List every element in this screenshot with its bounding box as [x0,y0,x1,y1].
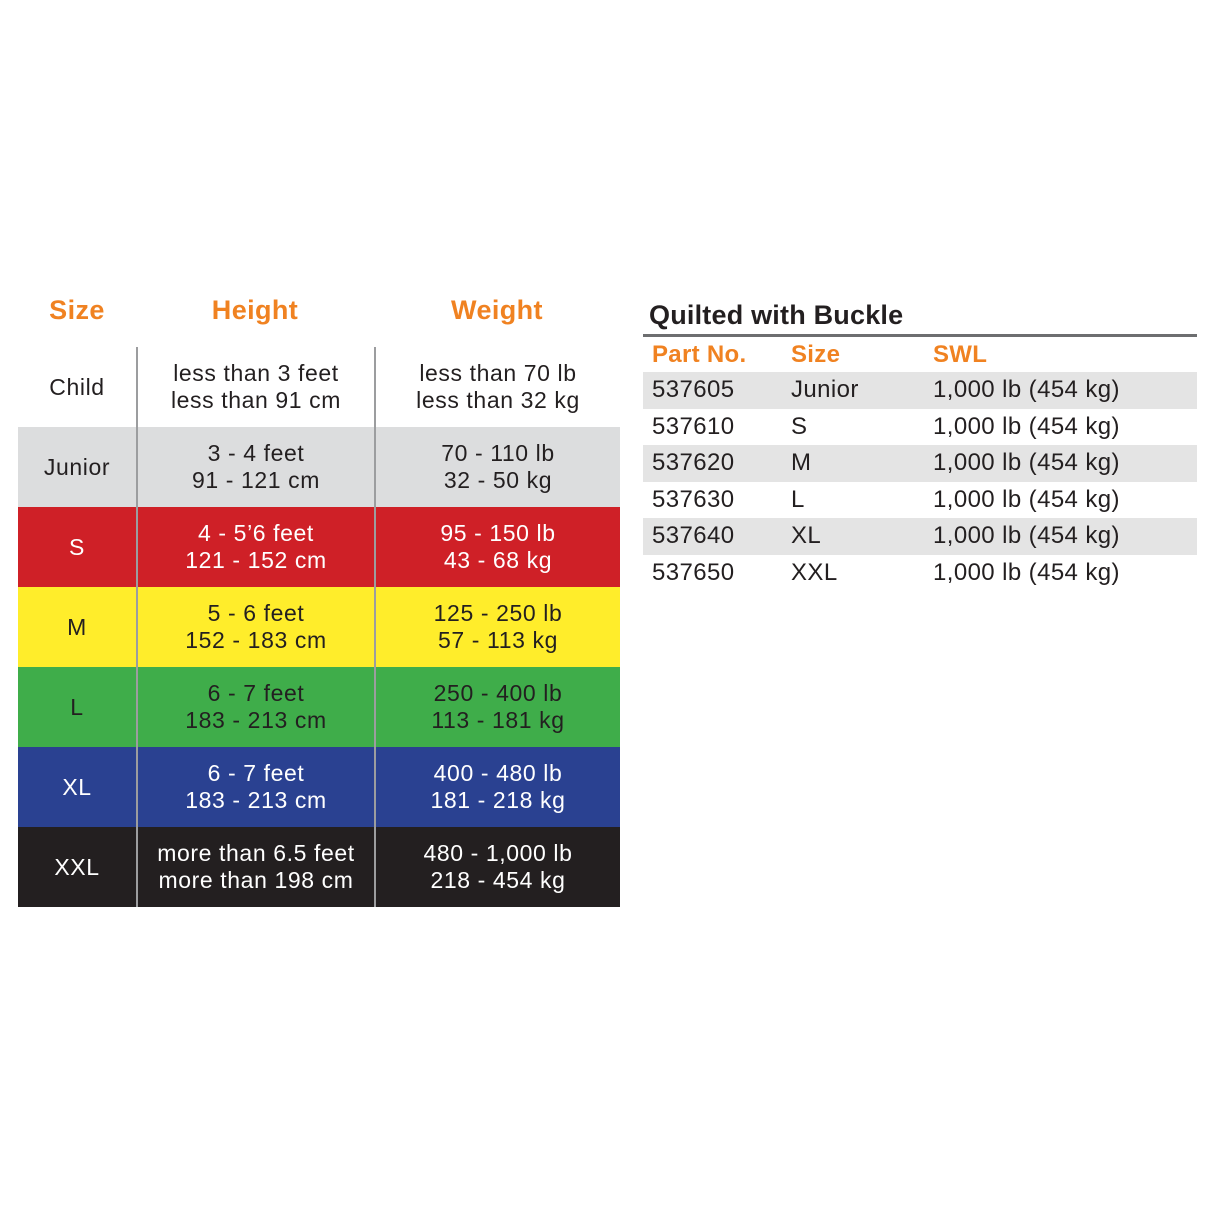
product-row-537650 [643,555,1197,592]
cell-line: 57 - 113 kg [438,627,558,653]
height-cell [136,827,374,907]
size-chart-header-row [18,295,620,347]
cell-line: M [67,613,87,640]
height-cell [136,507,374,587]
cell-line: 121 - 152 cm [185,547,327,573]
size-cell [18,667,136,747]
size-cell [18,827,136,907]
swl-cell: 1,000 lb (454 kg) [933,485,1120,513]
size-chart-table [18,295,620,907]
size-cell: L [791,485,805,513]
product-table-body [643,372,1197,591]
cell-line: 4 - 5’6 feet [198,520,314,546]
cell-line: 152 - 183 cm [185,627,327,653]
size-chart-row-xl [18,747,620,827]
height-cell [136,347,374,427]
part-no-cell: 537640 [652,522,735,550]
column-header-size: Size [791,340,841,368]
product-row-537620 [643,445,1197,482]
cell-line: less than 3 feet [173,360,339,386]
weight-cell [374,587,620,667]
product-table [643,300,1197,591]
cell-line: 32 - 50 kg [443,467,553,493]
size-cell: XL [791,522,822,550]
product-table-header-row [643,337,1197,372]
part-no-cell: 537620 [652,449,735,477]
cell-line: 70 - 110 lb [441,440,555,466]
cell-line: 250 - 400 lb [433,680,563,706]
cell-line: more than 198 cm [158,867,354,893]
size-cell [18,507,136,587]
cell-line: less than 91 cm [170,387,342,413]
cell-line: 3 - 4 feet [207,440,305,466]
size-chart-row-l [18,667,620,747]
cell-line: 400 - 480 lb [433,760,563,786]
part-no-cell: 537605 [652,376,735,404]
swl-cell: 1,000 lb (454 kg) [933,449,1120,477]
swl-cell: 1,000 lb (454 kg) [933,376,1120,404]
size-chart-row-junior [18,427,620,507]
column-header-part-no: Part No. [652,340,747,368]
swl-cell: 1,000 lb (454 kg) [933,412,1120,440]
size-cell [18,347,136,427]
size-chart-row-m [18,587,620,667]
height-cell [136,587,374,667]
cell-line: 181 - 218 kg [430,787,566,813]
column-header-height: Height [211,295,299,325]
cell-line: more than 6.5 feet [157,840,355,866]
size-cell [18,427,136,507]
cell-line: 91 - 121 cm [191,467,321,493]
cell-line: Child [49,373,105,400]
height-cell [136,667,374,747]
weight-cell [374,747,620,827]
cell-line: 183 - 213 cm [185,707,327,733]
cell-line: 113 - 181 kg [431,707,565,733]
cell-line: 6 - 7 feet [207,680,305,706]
product-row-537630 [643,482,1197,519]
part-no-cell: 537610 [652,412,735,440]
size-chart-body [18,347,620,907]
product-table-title: Quilted with Buckle [649,300,904,330]
column-header-size: Size [49,295,105,325]
cell-line: 6 - 7 feet [207,760,305,786]
swl-cell: 1,000 lb (454 kg) [933,522,1120,550]
weight-cell [374,347,620,427]
cell-line: less than 70 lb [419,360,577,386]
cell-line: S [69,533,85,560]
height-cell [136,427,374,507]
cell-line: XXL [54,853,100,880]
cell-line: Junior [43,453,111,480]
weight-cell [374,827,620,907]
product-row-537605 [643,372,1197,409]
weight-cell [374,507,620,587]
size-cell: S [791,412,808,440]
size-chart-row-s [18,507,620,587]
column-header-weight: Weight [451,295,543,325]
product-row-537640 [643,518,1197,555]
cell-line: 480 - 1,000 lb [423,840,573,866]
cell-line: 125 - 250 lb [433,600,563,626]
size-cell: XXL [791,558,838,586]
cell-line: less than 32 kg [416,387,580,413]
height-cell [136,747,374,827]
weight-cell [374,667,620,747]
cell-line: 43 - 68 kg [443,547,553,573]
cell-line: XL [62,773,92,800]
size-cell: M [791,449,812,477]
size-chart-row-child [18,347,620,427]
cell-line: 218 - 454 kg [430,867,566,893]
size-cell [18,587,136,667]
cell-line: 183 - 213 cm [185,787,327,813]
cell-line: 95 - 150 lb [440,520,556,546]
size-cell: Junior [791,376,859,404]
cell-line: 5 - 6 feet [207,600,305,626]
weight-cell [374,427,620,507]
product-row-537610 [643,409,1197,446]
size-chart-row-xxl [18,827,620,907]
swl-cell: 1,000 lb (454 kg) [933,558,1120,586]
part-no-cell: 537650 [652,558,735,586]
size-cell [18,747,136,827]
cell-line: L [70,693,84,720]
column-header-swl: SWL [933,340,988,368]
part-no-cell: 537630 [652,485,735,513]
